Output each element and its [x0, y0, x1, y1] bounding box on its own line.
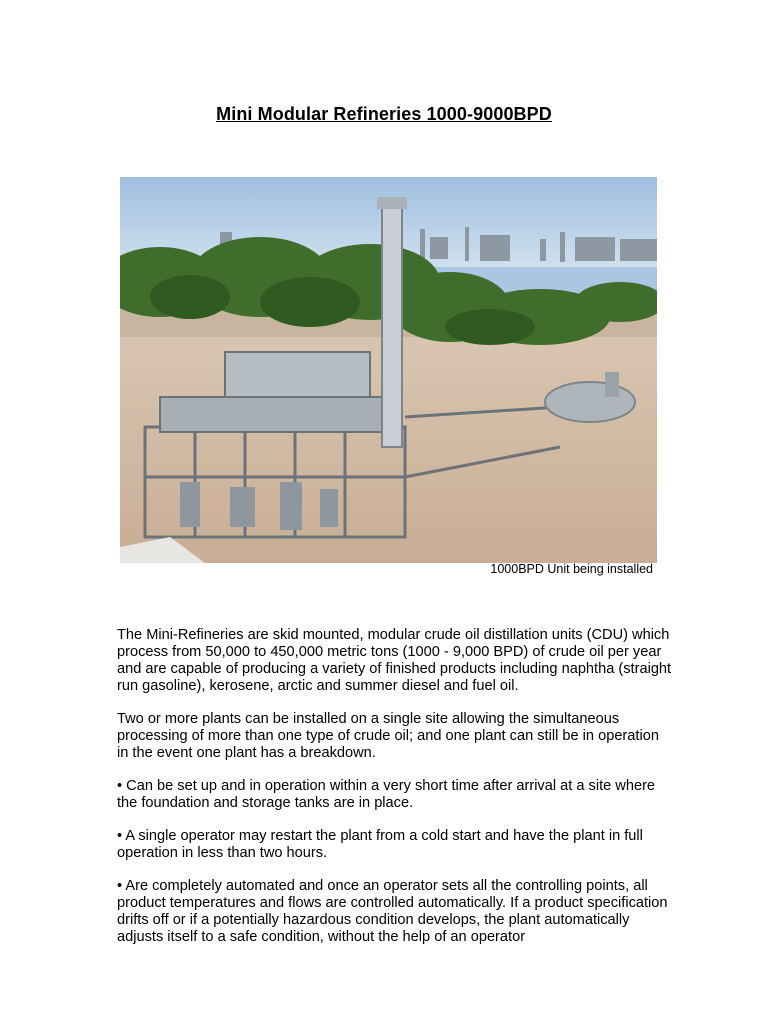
bullet-item: • A single operator may restart the plant from a cold start and have the plant in full operation in less than two hours. [117, 828, 643, 861]
refinery-photo-illustration [120, 177, 657, 563]
figure-caption: 1000BPD Unit being installed [490, 562, 653, 576]
body-text [117, 627, 672, 962]
refinery-photo [120, 177, 657, 563]
bullet-item: • Can be set up and in operation within a very short time after arrival at a site where the foundation and storage tanks are in place. [117, 778, 656, 811]
bullet-item: • Are completely automated and once an operator sets all the controlling points, all product temperatures and flows are controlled automatically. If a product specification drifts off or if a potentially hazardous condition develops, the plant automatically adjusts itself to a safe condition, without the help of an operator [117, 878, 668, 945]
paragraph: Two or more plants can be installed on a single site allowing the simultaneous processing of more than one type of crude oil; and one plant can still be in operation in the event one plant has a breakdown. [117, 711, 659, 761]
page-title: Mini Modular Refineries 1000-9000BPD [216, 104, 552, 124]
paragraph: The Mini-Refineries are skid mounted, modular crude oil distillation units (CDU) which process from 50,000 to 450,000 metric tons (1000 - 9,000 BPD) of crude oil per year and are capable of producing a variety of finished products including naphtha (straight run gasoline), kerosene, arctic and summer diesel and fuel oil. [117, 627, 672, 694]
